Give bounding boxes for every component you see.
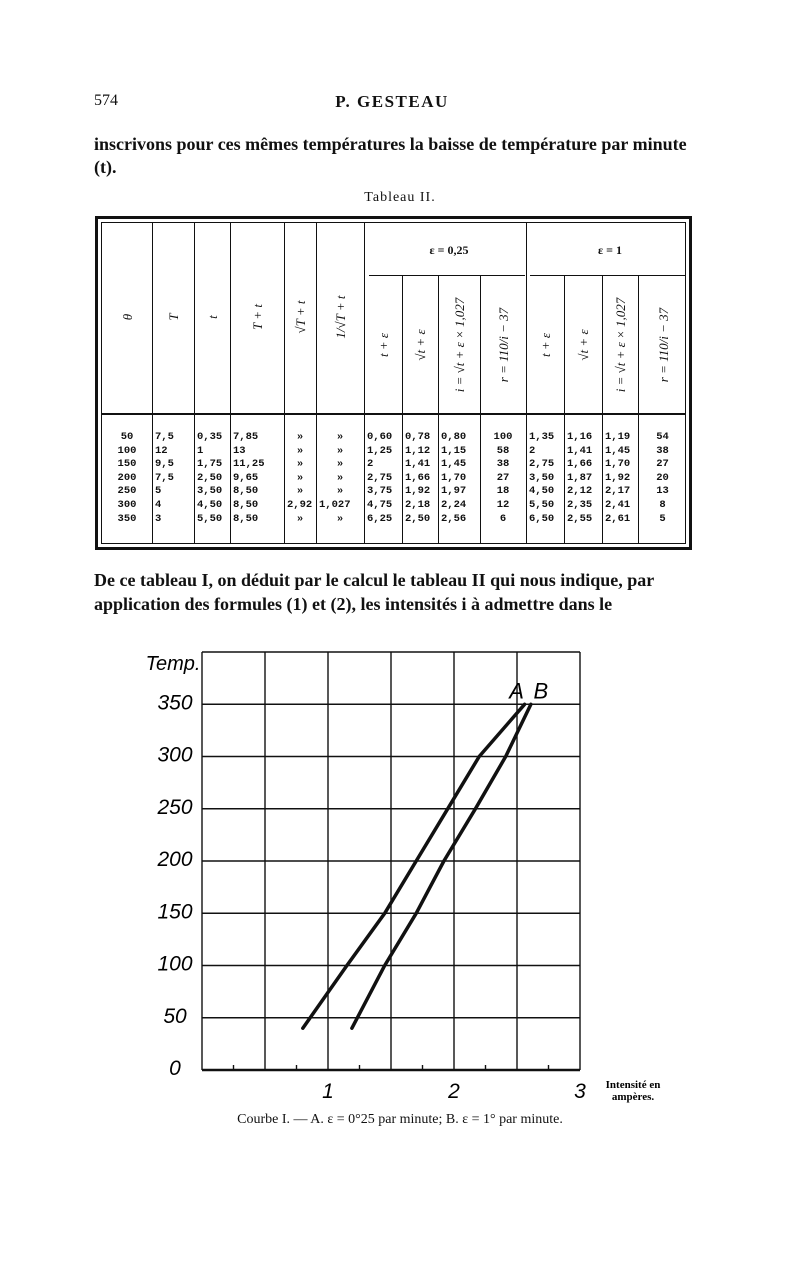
y-tick-label: 50 — [163, 1004, 187, 1028]
table-cell: 4,50 — [197, 499, 223, 511]
table-cell: 8 — [659, 499, 666, 511]
table-cell: 54 — [656, 431, 669, 443]
table-cell: 1,12 — [405, 444, 431, 457]
column-header-9: r = 110/i − 37 — [496, 307, 511, 383]
table-cell: 2,55 — [567, 512, 593, 525]
table-column-rule — [480, 275, 481, 543]
table-cell: 1,92 — [605, 471, 631, 484]
table-cell: 2,50 — [405, 512, 431, 525]
column-header-12: i = √t + ε × 1,027 — [613, 297, 628, 393]
table-cell: 1,97 — [441, 485, 467, 498]
table-cell: 1,35 — [529, 431, 555, 443]
y-axis-label: Temp. — [145, 653, 201, 675]
table-column-rule — [284, 223, 285, 543]
table-column-rule — [316, 223, 317, 543]
table-cell: 38 — [496, 458, 510, 471]
table-cell: 2 — [529, 444, 536, 457]
y-tick-label: 200 — [157, 848, 193, 871]
table-column-rule — [526, 223, 527, 543]
table-cell: 1 — [197, 444, 204, 457]
table-cell: 7,5 — [155, 431, 174, 443]
table-cell: 11,25 — [233, 458, 265, 471]
x-axis-label-line1: Intensité en — [605, 1079, 661, 1091]
group-header-eps-025: ε = 0,25 — [429, 243, 469, 257]
table-cell: 2 — [367, 458, 374, 471]
table-cell: 12 — [155, 444, 168, 457]
table-cell: 2,24 — [441, 499, 467, 511]
table-cell: 1,45 — [605, 444, 631, 457]
column-header-11: √t + ε — [576, 329, 591, 361]
table-cell: 9,5 — [155, 458, 174, 471]
table-cell: 0,80 — [441, 431, 467, 443]
temperature-intensity-chart — [125, 640, 705, 1110]
y-tick-label: 0 — [169, 1057, 181, 1080]
table-cell: » — [336, 444, 344, 457]
series-label-b: B — [533, 678, 549, 704]
page-header — [94, 92, 690, 118]
table-cell: 1,027 — [319, 499, 351, 511]
table-column-rule — [230, 223, 231, 543]
table-cell: 1,66 — [405, 471, 431, 484]
table-cell: 18 — [496, 485, 510, 498]
column-header-13: r = 110/i − 37 — [655, 307, 671, 383]
table-cell: 1,16 — [567, 431, 593, 443]
table-cell: 1,15 — [441, 444, 467, 457]
table-cell: 27 — [656, 458, 669, 471]
table-cell: 150 — [117, 458, 137, 471]
table-caption: Tableau II. — [364, 190, 436, 205]
table-cell: » — [336, 458, 344, 471]
table-cell: » — [296, 458, 304, 471]
table-cell: 3 — [155, 512, 162, 525]
table-cell: » — [296, 431, 304, 443]
table-cell: 5,50 — [529, 499, 555, 511]
table-cell: 7,85 — [233, 431, 259, 443]
table-cell: 8,50 — [233, 485, 259, 498]
table-cell: 7,5 — [155, 471, 174, 484]
series-line-a — [303, 704, 525, 1028]
y-tick-label: 300 — [157, 743, 193, 767]
table-cell: 1,70 — [441, 471, 467, 484]
column-header-5: 1/√T + t — [333, 295, 348, 339]
table-cell: 1,19 — [605, 431, 631, 443]
table-cell: 20 — [656, 471, 669, 484]
column-header-7: √t + ε — [413, 329, 428, 361]
intro-paragraph: inscrivons pour ces mêmes températures la baisse de température par minute (t). — [94, 134, 687, 177]
running-head-author: P. GESTEAU — [335, 92, 449, 111]
column-header-3: T + t — [250, 304, 265, 330]
table-cell: 5 — [659, 512, 666, 525]
table-column-rule — [194, 223, 195, 543]
table-cell: 1,92 — [405, 485, 431, 498]
table-cell: 13 — [656, 485, 669, 498]
table-cell: 0,60 — [367, 431, 393, 443]
table-column-rule — [364, 223, 365, 543]
table-cell: 2,75 — [367, 471, 393, 484]
table-cell: 0,35 — [197, 431, 223, 443]
table-cell: 2,12 — [567, 485, 593, 498]
table-cell: 58 — [496, 444, 510, 457]
table-cell: 3,50 — [197, 485, 223, 498]
table-cell: » — [336, 471, 344, 484]
table-column-rule — [402, 275, 403, 543]
table-cell: 38 — [656, 444, 669, 457]
table-cell: 1,87 — [567, 471, 593, 484]
table-cell: 4,50 — [529, 485, 555, 498]
page-number: 574 — [94, 92, 118, 109]
chart-caption: Courbe I. — A. ε = 0°25 par minute; B. ε = 1° par minute. — [237, 1112, 563, 1127]
y-tick-label: 150 — [157, 900, 193, 924]
table-cell: 2,35 — [567, 499, 593, 511]
table-cell: 27 — [496, 471, 510, 484]
column-header-2: t — [205, 315, 220, 319]
table-cell: 0,78 — [405, 431, 431, 443]
table-cell: 1,75 — [197, 458, 223, 471]
table-cell: 2,75 — [529, 458, 555, 471]
table-cell: 4,75 — [367, 499, 393, 511]
group-header-eps-1: ε = 1 — [598, 243, 622, 257]
table-header-rule — [102, 413, 685, 415]
body-paragraph: De ce tableau I, on déduit par le calcul le tableau II qui nous indique, par application des formules (1) et (2), les intensités i à admettre dans le — [94, 570, 654, 614]
table-cell: 9,65 — [233, 471, 259, 484]
table-column-rule — [564, 275, 565, 543]
table-cell: 6 — [499, 512, 507, 525]
table-cell: 2,17 — [605, 485, 631, 498]
y-tick-label: 350 — [157, 691, 193, 715]
table-cell: 13 — [233, 444, 246, 457]
column-header-6: t + ε — [376, 333, 391, 358]
x-tick-label: 2 — [448, 1080, 460, 1103]
x-tick-label: 1 — [322, 1080, 334, 1103]
data-table-grid — [101, 222, 686, 544]
group-rule-1 — [369, 275, 525, 276]
table-cell: 50 — [120, 431, 134, 443]
data-table — [95, 216, 692, 550]
x-tick-label: 3 — [574, 1080, 586, 1103]
column-header-8: i = √t + ε × 1,027 — [452, 297, 467, 393]
column-header-4: √T + t — [293, 300, 308, 334]
table-cell: 2,56 — [441, 512, 467, 525]
table-column-rule — [602, 275, 603, 543]
table-cell: 8,50 — [233, 512, 259, 525]
table-cell: 1,25 — [367, 444, 393, 457]
table-cell: 8,50 — [233, 499, 259, 511]
table-cell: 300 — [117, 499, 137, 511]
table-cell: 12 — [496, 499, 510, 511]
y-tick-label: 250 — [157, 795, 193, 819]
table-cell: » — [296, 444, 304, 457]
table-cell: 350 — [117, 512, 137, 525]
table-cell: » — [336, 431, 344, 443]
table-cell: 250 — [117, 485, 137, 498]
table-cell: 6,50 — [529, 512, 555, 525]
table-cell: 6,25 — [367, 512, 393, 525]
table-cell: 1,45 — [441, 458, 467, 471]
table-cell: 100 — [117, 444, 137, 457]
series-line-b — [352, 704, 531, 1028]
table-column-rule — [638, 275, 639, 543]
table-cell: » — [336, 512, 344, 525]
table-cell: 5 — [155, 485, 162, 498]
column-header-0: θ — [120, 313, 135, 321]
table-cell: 3,50 — [529, 471, 555, 484]
table-cell: 4 — [155, 499, 162, 511]
table-cell: 2,50 — [197, 471, 223, 484]
column-header-10: t + ε — [538, 333, 553, 358]
table-cell: 2,18 — [405, 499, 431, 511]
table-cell: 2,61 — [605, 512, 631, 525]
table-cell: 5,50 — [197, 512, 223, 525]
table-cell: 2,92 — [287, 499, 313, 511]
table-cell: » — [296, 485, 304, 498]
table-column-rule — [438, 275, 439, 543]
y-tick-label: 100 — [157, 952, 193, 976]
table-cell: 3,75 — [367, 485, 393, 498]
table-column-rule — [152, 223, 153, 543]
table-cell: » — [336, 485, 344, 498]
table-cell: 200 — [117, 471, 137, 484]
table-cell: » — [296, 471, 304, 484]
table-cell: 1,41 — [405, 458, 431, 471]
table-cell: 100 — [493, 431, 513, 443]
column-header-1: T — [166, 313, 181, 321]
x-axis-label-line2: ampères. — [611, 1091, 655, 1103]
table-cell: » — [296, 512, 304, 525]
table-cell: 1,41 — [567, 444, 593, 457]
group-rule-2 — [530, 275, 686, 276]
table-cell: 2,41 — [605, 499, 631, 511]
table-cell: 1,66 — [567, 458, 593, 471]
series-label-a: A — [509, 678, 524, 704]
table-cell: 1,70 — [605, 458, 631, 471]
